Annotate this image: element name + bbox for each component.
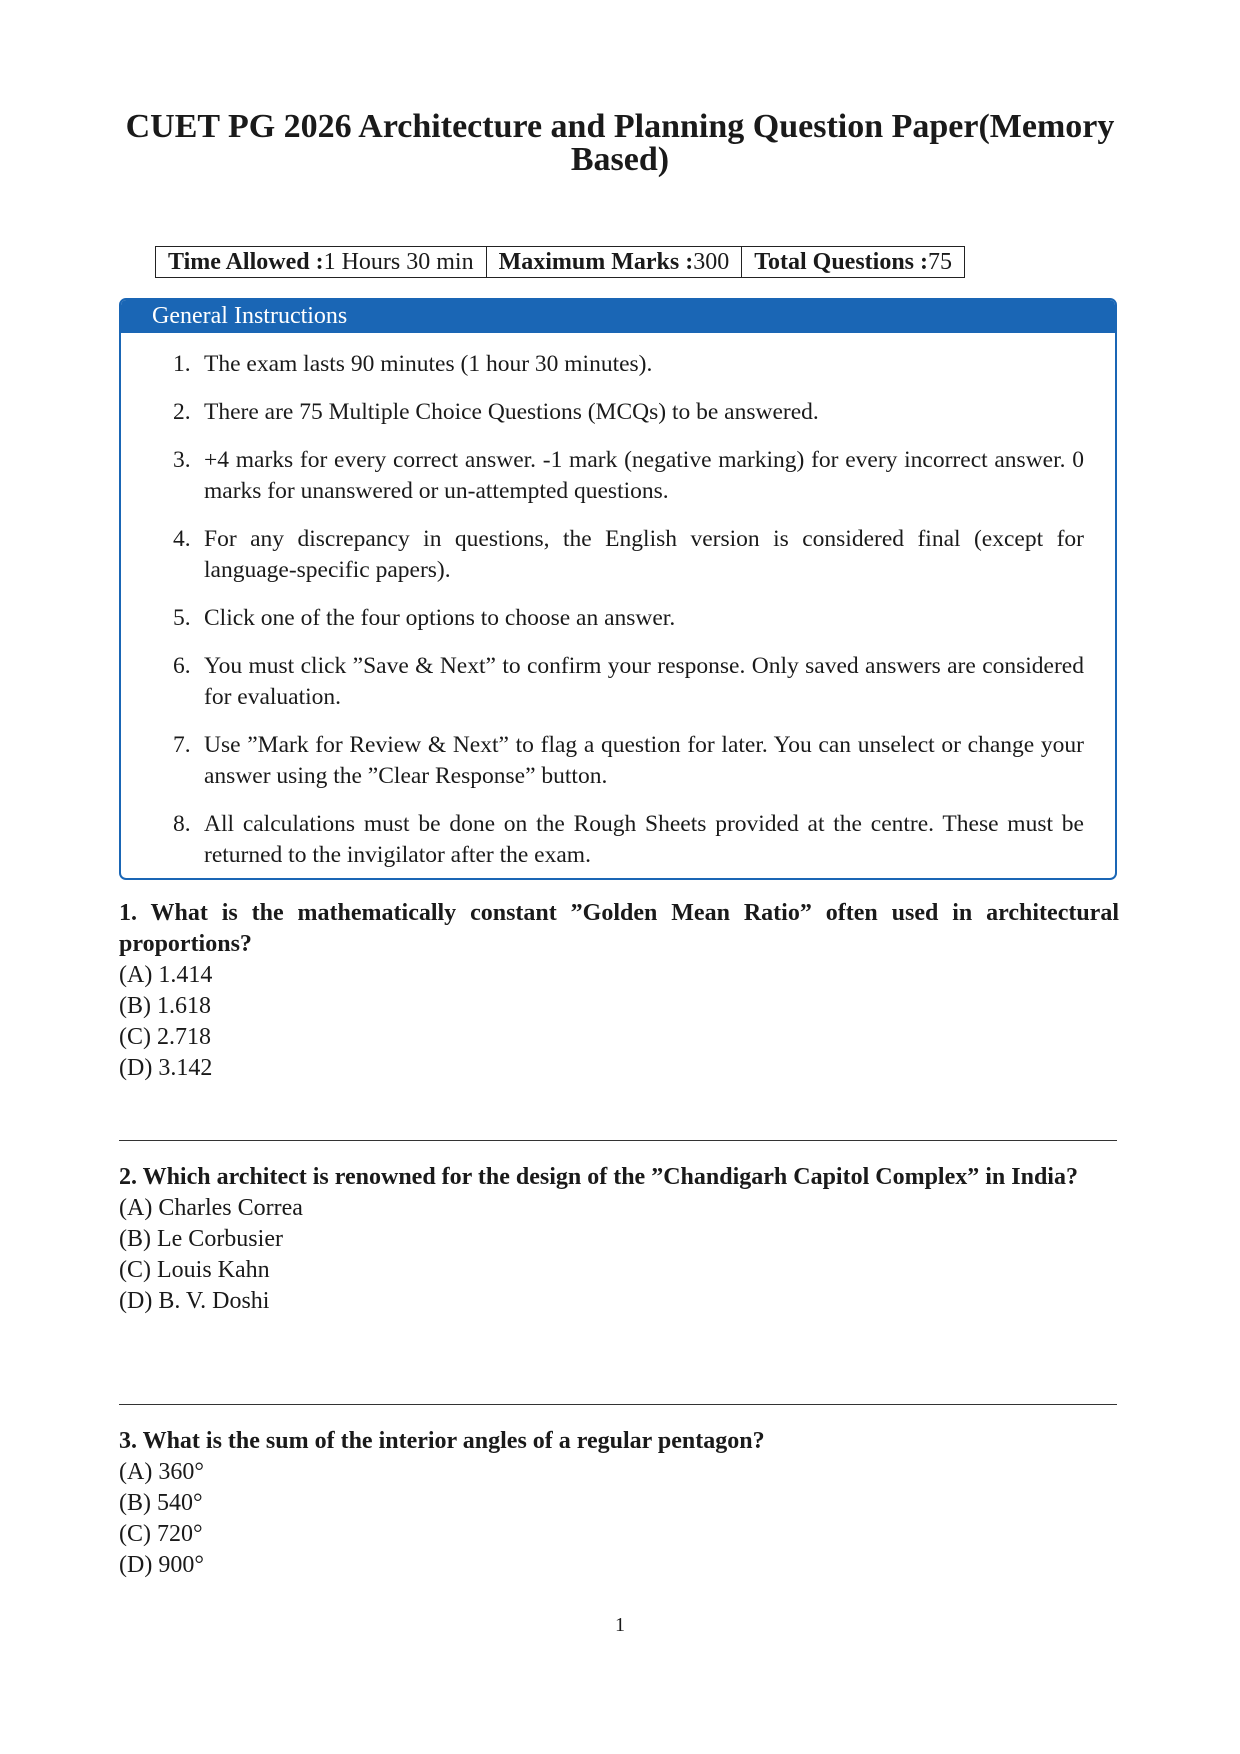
total-questions-cell (742, 247, 964, 277)
answer-option: (D) 900° (119, 1552, 204, 1578)
instruction-text: +4 marks for every correct answer. -1 mark (negative marking) for every incorrect answer. 0 marks for unanswered or un-attempted questions. (204, 447, 1084, 504)
answer-option: (B) 1.618 (119, 993, 211, 1019)
instruction-number: 4. (173, 526, 191, 552)
answer-option: (A) 1.414 (119, 962, 213, 988)
answer-option: (B) 540° (119, 1490, 203, 1516)
general-instructions-heading: General Instructions (121, 300, 1115, 333)
answer-option: (D) 3.142 (119, 1055, 213, 1081)
instruction-number: 1. (173, 351, 191, 377)
instruction-text: All calculations must be done on the Rough Sheets provided at the centre. These must be returned to the invigilator after the exam. (204, 811, 1084, 868)
general-instructions-box (119, 298, 1117, 880)
instruction-text: You must click ”Save & Next” to confirm your response. Only saved answers are considered for evaluation. (204, 653, 1084, 710)
instruction-item (173, 349, 1084, 380)
answer-option: (D) B. V. Doshi (119, 1288, 270, 1314)
instruction-item (173, 397, 1084, 428)
total-questions-value: 75 (928, 249, 953, 275)
instruction-item (173, 445, 1084, 507)
exam-info-table (155, 246, 965, 278)
instruction-text: For any discrepancy in questions, the English version is considered final (except for language-specific papers). (204, 526, 1084, 583)
instruction-text: Use ”Mark for Review & Next” to flag a question for later. You can unselect or change your answer using the ”Clear Response” button. (204, 732, 1084, 789)
instruction-number: 3. (173, 447, 191, 473)
question-divider (119, 1140, 1117, 1141)
instruction-item (173, 603, 1084, 634)
time-allowed-value: 1 Hours 30 min (323, 249, 474, 275)
total-questions-label: Total Questions : (754, 249, 929, 275)
instruction-number: 2. (173, 399, 191, 425)
question-block (119, 898, 1119, 1084)
instruction-number: 5. (173, 605, 191, 631)
answer-option: (A) 360° (119, 1459, 204, 1485)
instruction-text: The exam lasts 90 minutes (1 hour 30 minutes). (204, 351, 653, 377)
maximum-marks-value: 300 (693, 249, 730, 275)
page-title: CUET PG 2026 Architecture and Planning Question Paper(Memory Based) (125, 108, 1115, 178)
question-divider (119, 1404, 1117, 1405)
question-text: 3. What is the sum of the interior angles of a regular pentagon? (119, 1428, 765, 1454)
answer-option: (A) Charles Correa (119, 1195, 303, 1221)
answer-option: (C) 720° (119, 1521, 203, 1547)
instruction-text: There are 75 Multiple Choice Questions (MCQs) to be answered. (204, 399, 819, 425)
instruction-item (173, 524, 1084, 586)
maximum-marks-label: Maximum Marks : (498, 249, 694, 275)
time-allowed-label: Time Allowed : (168, 249, 324, 275)
answer-option: (C) 2.718 (119, 1024, 211, 1050)
instruction-number: 6. (173, 653, 191, 679)
instruction-item (173, 809, 1084, 871)
page-number: 1 (615, 1614, 625, 1636)
instruction-item (173, 730, 1084, 792)
instruction-item (173, 651, 1084, 713)
question-text: 2. Which architect is renowned for the design of the ”Chandigarh Capitol Complex” in India? (119, 1164, 1078, 1190)
instruction-number: 7. (173, 732, 191, 758)
instruction-text: Click one of the four options to choose an answer. (204, 605, 676, 631)
answer-option: (B) Le Corbusier (119, 1226, 283, 1252)
answer-option: (C) Louis Kahn (119, 1257, 270, 1283)
maximum-marks-cell (487, 247, 743, 277)
instruction-number: 8. (173, 811, 191, 837)
question-text: 1. What is the mathematically constant ”Golden Mean Ratio” often used in architectural proportions? (119, 900, 1119, 957)
question-block (119, 1426, 1119, 1581)
question-block (119, 1162, 1119, 1317)
time-allowed-cell (156, 247, 487, 277)
